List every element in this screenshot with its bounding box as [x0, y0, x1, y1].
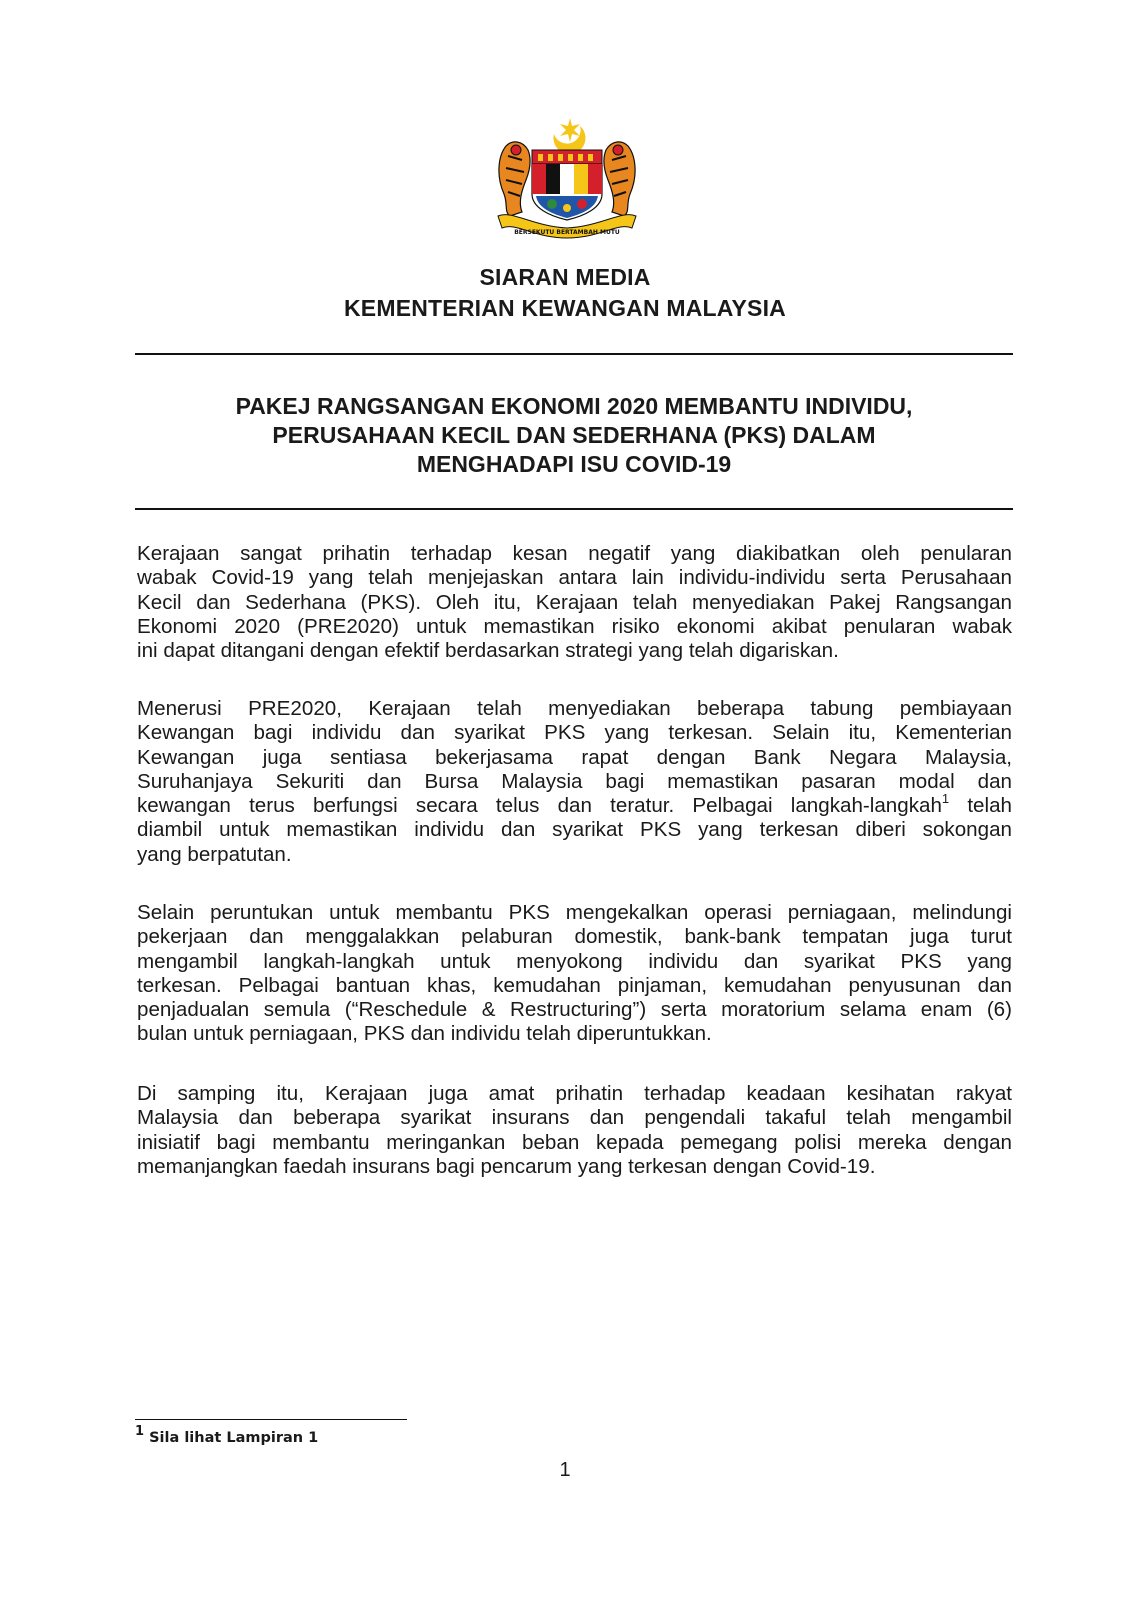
paragraph-line: terkesan. Pelbagai bantuan khas, kemudahan pinjaman, kemudahan penyusunan dan [137, 973, 1012, 997]
paragraph-line: Selain peruntukan untuk membantu PKS mengekalkan operasi perniagaan, melindungi [137, 901, 1012, 924]
paragraph-line: diambil untuk memastikan individu dan syarikat PKS yang terkesan diberi sokongan [137, 818, 1012, 842]
title-line: PERUSAHAAN KECIL DAN SEDERHANA (PKS) DALAM [272, 422, 876, 448]
paragraph-line: inisiatif bagi membantu meringankan beban kepada pemegang polisi mereka dengan [137, 1130, 1012, 1154]
svg-text:BERSEKUTU BERTAMBAH MUTU: BERSEKUTU BERTAMBAH MUTU [514, 229, 620, 236]
page-number: 1 [559, 1459, 571, 1481]
paragraph-line: wabak Covid-19 yang telah menjejaskan antara lain individu-individu serta Perusahaan [137, 566, 1012, 590]
paragraph-line: Ekonomi 2020 (PRE2020) untuk memastikan risiko ekonomi akibat penularan wabak [137, 614, 1012, 638]
coat-of-arms-icon [492, 116, 642, 244]
paragraph-line: penjadualan semula (“Reschedule & Restructuring”) serta moratorium selama enam (6) [137, 998, 1012, 1022]
paragraph-line: Suruhanjaya Sekuriti dan Bursa Malaysia bagi memastikan pasaran modal dan [137, 769, 1012, 793]
footnote-text: Sila lihat Lampiran 1 [149, 1430, 319, 1446]
paragraph-line: bulan untuk perniagaan, PKS dan individu telah diperuntukkan. [137, 1022, 712, 1046]
paragraph-line: memanjangkan faedah insurans bagi pencarum yang terkesan dengan Covid-19. [137, 1154, 876, 1178]
header-rule [135, 353, 1013, 355]
press-release-title [135, 392, 1013, 479]
footnote [135, 1424, 319, 1446]
paragraph-line: Kecil dan Sederhana (PKS). Oleh itu, Kerajaan telah menyediakan Pakej Rangsangan [137, 590, 1012, 614]
paragraph-3 [137, 901, 1012, 1047]
paragraph-line: Menerusi PRE2020, Kerajaan telah menyediakan beberapa tabung pembiayaan [137, 697, 1012, 720]
title-line: MENGHADAPI ISU COVID-19 [416, 451, 732, 477]
title-line: PAKEJ RANGSANGAN EKONOMI 2020 MEMBANTU INDIVIDU, [235, 393, 913, 419]
paragraph-1 [137, 542, 1012, 663]
header-line-2: KEMENTERIAN KEWANGAN MALAYSIA [344, 295, 786, 321]
paragraph-line: Kerajaan sangat prihatin terhadap kesan negatif yang diakibatkan oleh penularan [137, 542, 1012, 565]
paragraph-line: yang berpatutan. [137, 842, 292, 866]
header-line-1: SIARAN MEDIA [479, 264, 651, 290]
paragraph-line: ini dapat ditangani dengan efektif berdasarkan strategi yang telah digariskan. [137, 639, 839, 663]
paragraph-line: Malaysia dan beberapa syarikat insurans dan pengendali takaful telah mengambil [137, 1106, 1012, 1130]
footnote-separator [135, 1419, 407, 1420]
paragraph-text: telah [967, 794, 1012, 818]
title-rule [135, 508, 1013, 510]
paragraph-line: Kewangan juga sentiasa bekerjasama rapat dengan Bank Negara Malaysia, [137, 745, 1012, 769]
paragraph-line: mengambil langkah-langkah untuk menyokong individu dan syarikat PKS yang [137, 949, 1012, 973]
footnote-marker: 1 [135, 1424, 145, 1440]
paragraph-line: pekerjaan dan menggalakkan pelaburan domestik, bank-bank tempatan juga turut [137, 925, 1012, 949]
paragraph-text: kewangan terus berfungsi secara telus dan teratur. Pelbagai langkah-langkah [137, 794, 942, 818]
paragraph-line-with-footnote [137, 791, 1012, 818]
paragraph-line: Di samping itu, Kerajaan juga amat prihatin terhadap keadaan kesihatan rakyat [137, 1082, 1012, 1105]
footnote-reference[interactable]: 1 [941, 791, 950, 807]
paragraph-line: Kewangan bagi individu dan syarikat PKS yang terkesan. Selain itu, Kementerian [137, 721, 1012, 745]
paragraph-2 [137, 697, 1012, 867]
paragraph-4 [137, 1082, 1012, 1179]
